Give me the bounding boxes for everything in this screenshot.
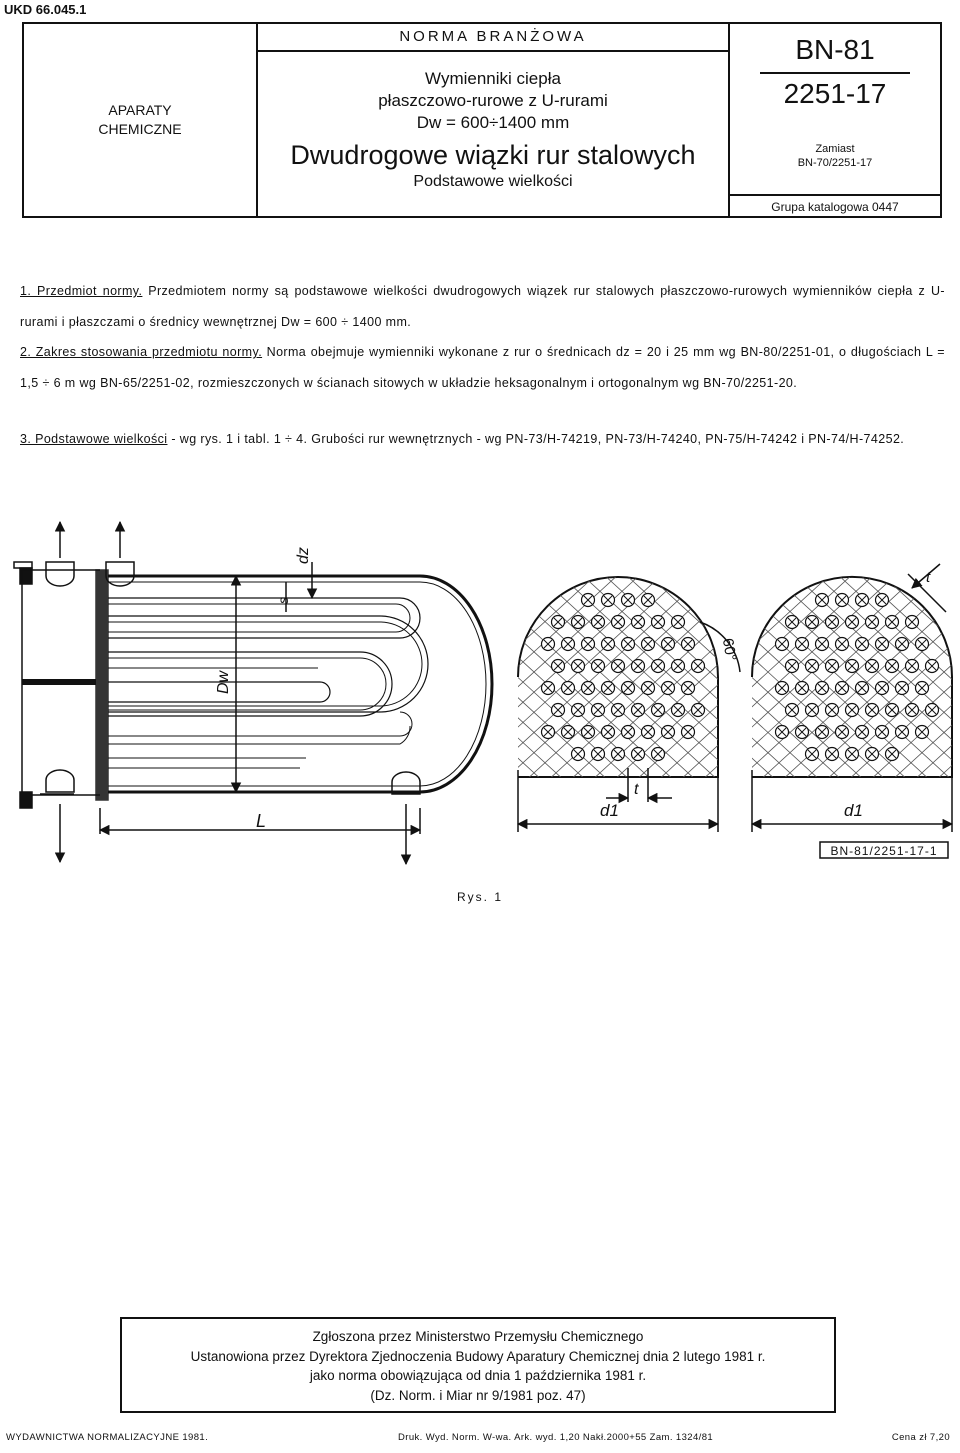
section-3-heading: 3. Podstawowe wielkości (20, 432, 168, 446)
tube-sheet-orthogonal (472, 562, 960, 832)
hatch-line (304, 562, 544, 782)
hatch-line (956, 562, 960, 782)
label-angle: 60° (718, 636, 740, 663)
hatch-line (934, 562, 960, 782)
hatch-line (304, 562, 544, 782)
title-line1: Wymienniki ciepła (425, 69, 561, 88)
number-divider (760, 72, 910, 74)
label-L: L (256, 811, 267, 831)
hatch-line (348, 562, 588, 782)
category-line2: CHEMICZNE (98, 121, 182, 137)
section-2-text: Norma obejmuje wymienniki wykonane z rur o średnicach dz = 20 i 25 mm wg BN-80/2251-01, o długościach L = 1,5 ÷ 6 m wg BN-65/2251-02, rozmieszczonych w ścianach sitowych w układzie heksagonalnym i ortogonalnym wg BN-70/2251-20. (20, 345, 945, 390)
category-cell (24, 24, 258, 216)
replaces-value: BN-70/2251-17 (797, 157, 873, 169)
hatch-line (238, 562, 478, 782)
title-line2: płaszczowo-rurowe z U-rurami (378, 91, 608, 110)
hatch-line (956, 562, 960, 782)
udk-code: UKD 66.045.1 (4, 2, 87, 17)
norm-type-band: NORMA BRANŻOWA (258, 24, 728, 52)
subtitle: Podstawowe wielkości (413, 173, 573, 190)
drawing-code: BN-81/2251-17-1 (830, 844, 938, 858)
title-line3: Dw = 600÷1400 mm (416, 113, 570, 132)
label-t-left: t (634, 781, 639, 798)
publisher-left: WYDAWNICTWA NORMALIZACYJNE 1981. (6, 1432, 209, 1443)
standard-header (22, 22, 942, 218)
label-t-right: t (926, 569, 931, 586)
standard-number-top: BN-81 (795, 34, 875, 65)
catalog-group: Grupa katalogowa 0447 (730, 194, 940, 216)
title-cell (258, 24, 730, 216)
tube-bundle-drawing (0, 512, 960, 872)
side-view (14, 522, 492, 864)
section-3 (20, 424, 945, 455)
section-1 (20, 276, 945, 338)
label-dz: dz (295, 547, 312, 564)
hatch-line (238, 562, 478, 782)
section-2-heading: 2. Zakres stosowania przedmiotu normy. (20, 345, 263, 359)
main-title: Dwudrogowe wiązki rur stalowych (290, 140, 696, 170)
approval-box (120, 1317, 836, 1413)
label-s: s (275, 597, 291, 604)
figure-caption: Rys. 1 (456, 890, 503, 904)
number-cell (730, 24, 940, 216)
approval-line2: Ustanowiona przez Dyrektora Zjednoczenia Budowy Aparatury Chemicznej dnia 2 lutego 1981 r. (190, 1348, 766, 1364)
approval-line4: (Dz. Norm. i Miar nr 9/1981 poz. 47) (370, 1387, 586, 1403)
label-dw: Dw (215, 670, 232, 694)
hatch-line (326, 562, 566, 782)
section-2 (20, 337, 945, 399)
replaces-label: Zamiast (815, 143, 855, 155)
section-3-text: - wg rys. 1 i tabl. 1 ÷ 4. Grubości rur wewnętrznych - wg PN-73/H-74219, PN-73/H-74240, PN-75/H-74242 i PN-74/H-74252. (171, 432, 905, 446)
replaces-note (730, 142, 940, 170)
publisher-print-info: Druk. Wyd. Norm. W-wa. Ark. wyd. 1,20 Nakł.2000+55 Zam. 1324/81 (398, 1432, 714, 1443)
category-line1: APARATY (108, 102, 172, 118)
approval-line3: jako norma obowiązująca od dnia 1 października 1981 r. (309, 1368, 647, 1383)
approval-line1: Zgłoszona przez Ministerstwo Przemysłu Chemicznego (312, 1329, 644, 1344)
section-1-heading: 1. Przedmiot normy. (20, 284, 143, 298)
hatch-line (934, 562, 960, 782)
label-d1-right: d1 (844, 801, 863, 820)
section-1-text: Przedmiotem normy są podstawowe wielkości dwudrogowych wiązek rur stalowych płaszczowo-rurowych wymienników ciepła z U-rurami i płaszczami o średnicy wewnętrznej Dw = 600 ÷ 1400 mm. (20, 284, 945, 329)
hatch-line (260, 562, 500, 782)
label-d1-left: d1 (600, 801, 619, 820)
hatch-line (260, 562, 500, 782)
standard-number-bottom: 2251-17 (783, 78, 887, 109)
publisher-price: Cena zł 7,20 (891, 1432, 950, 1443)
